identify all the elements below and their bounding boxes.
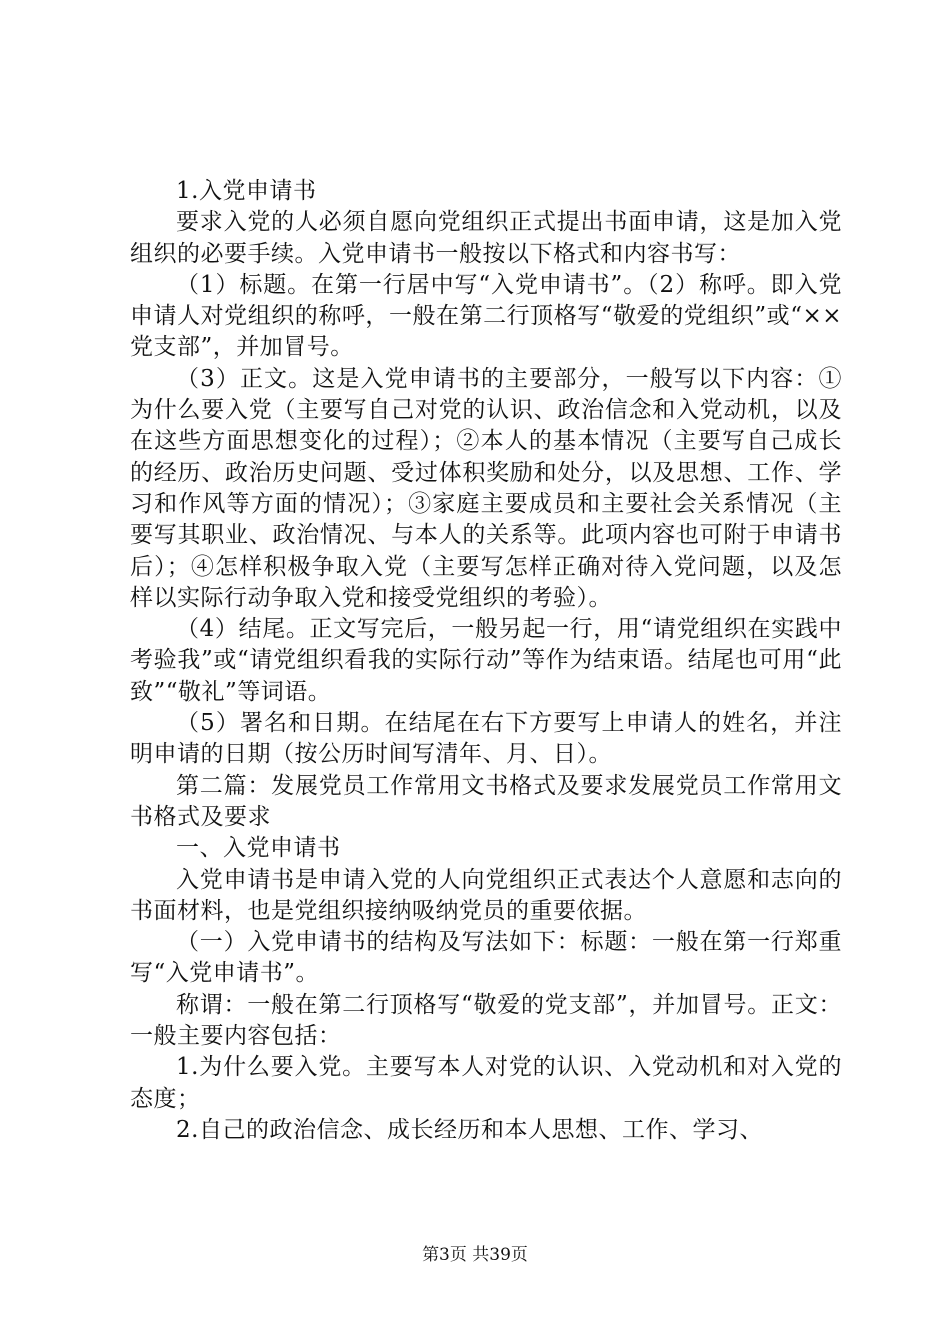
paragraph-structure: （一）入党申请书的结构及写法如下：标题：一般在第一行郑重写“入党申请书”。 — [130, 929, 842, 987]
chapter-heading-part-two: 第二篇：发展党员工作常用文书格式及要求发展党员工作常用文书格式及要求 — [130, 772, 842, 830]
paragraph-closing: （4）结尾。正文写完后，一般另起一行，用“请党组织在实践中考验我”或“请党组织看我的实际行动”等作为结束语。结尾也可用“此致”“敬礼”等词语。 — [130, 616, 842, 705]
paragraph-signature-date: （5）署名和日期。在结尾在右下方要写上申请人的姓名，并注明申请的日期（按公历时间写清年、月、日）。 — [130, 710, 842, 768]
list-item-2: 2.自己的政治信念、成长经历和本人思想、工作、学习、 — [176, 1116, 763, 1143]
paragraph-intro: 要求入党的人必须自愿向党组织正式提出书面申请，这是加入党组织的必要手续。入党申请书一般按以下格式和内容书写： — [130, 209, 842, 267]
paragraph-main-body: （3）正文。这是入党申请书的主要部分，一般写以下内容：①为什么要入党（主要写自己对党的认识、政治信念和入党动机，以及在这些方面思想变化的过程）；②本人的基本情况（主要写自己成长的经历、政治历史问题、受过体积奖励和处分，以及思想、工作、学习和作风等方面的情况）；③家庭主要成员和主要社会关系情况（主要写其职业、政治情况、与本人的关系等。此项内容也可附于申请书后）；④怎样积极争取入党（主要写怎样正确对待入党问题，以及怎样以实际行动争取入党和接受党组织的考验）。 — [130, 365, 842, 611]
list-item-1: 1.为什么要入党。主要写本人对党的认识、入党动机和对入党的态度； — [130, 1054, 842, 1112]
paragraph-salutation-body: 称谓：一般在第二行顶格写“敬爱的党支部”，并加冒号。正文：一般主要内容包括： — [130, 991, 842, 1050]
paragraph-definition: 入党申请书是申请入党的人向党组织正式表达个人意愿和志向的书面材料，也是党组织接纳吸纳党员的重要依据。 — [130, 866, 842, 924]
section-heading-one: 一、入党申请书 — [176, 835, 341, 862]
paragraph-title-salutation: （1）标题。在第一行居中写“入党申请书”。（2）称呼。即入党申请人对党组织的称呼，一般在第二行顶格写“敬爱的党组织”或“××党支部”，并加冒号。 — [130, 271, 842, 361]
document-body — [130, 176, 842, 1146]
section-heading-application: 1.入党申请书 — [176, 178, 317, 204]
page-number-footer: 第3页 共39页 — [422, 1245, 528, 1265]
